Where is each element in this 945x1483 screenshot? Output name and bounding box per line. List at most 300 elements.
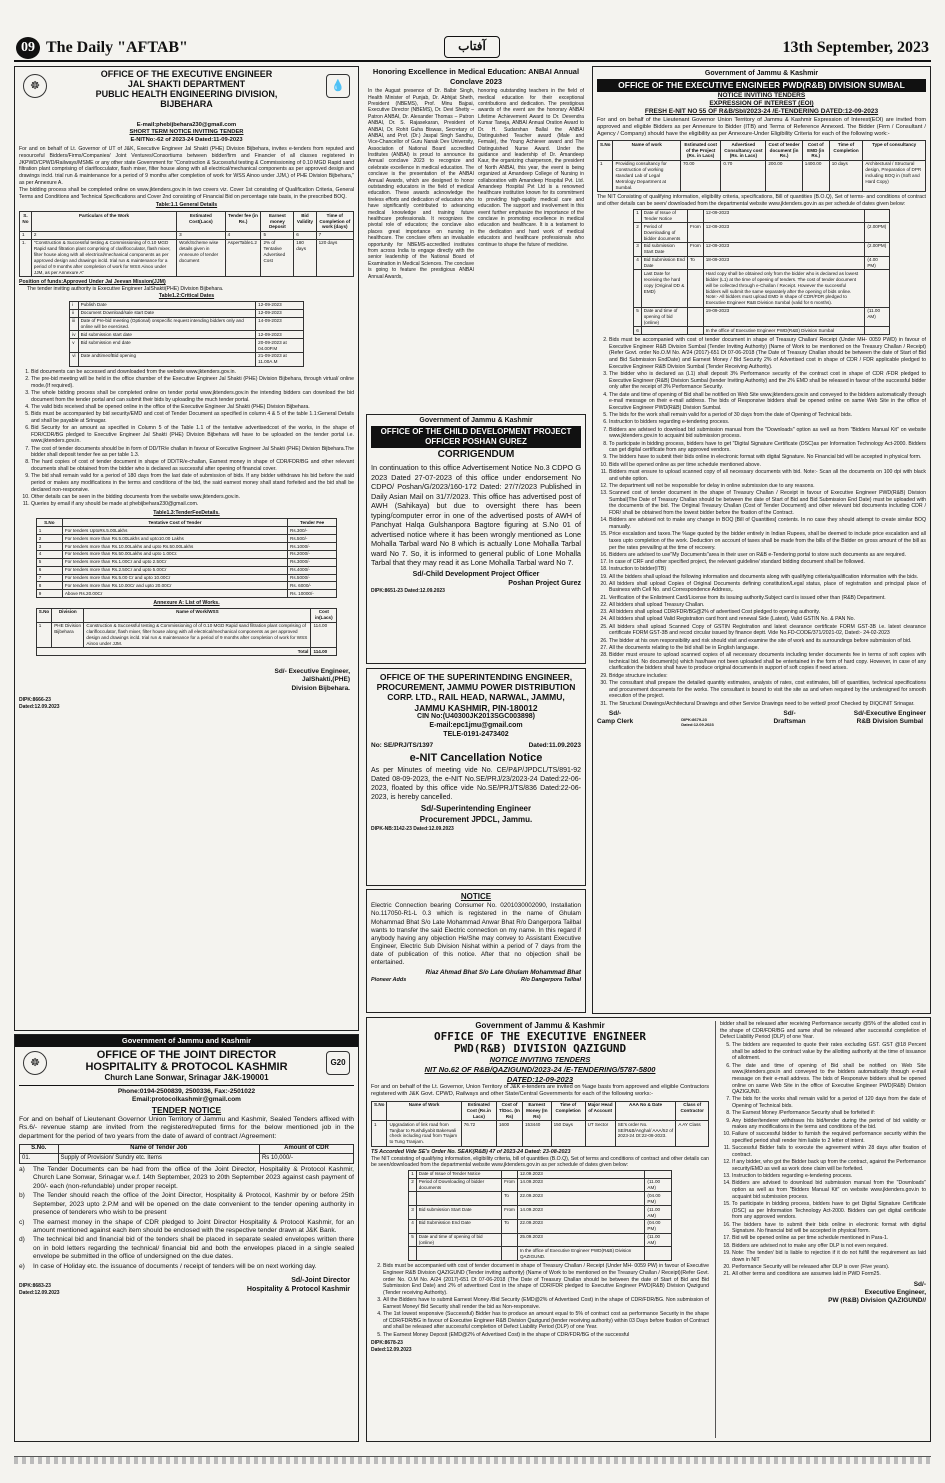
annex-total: 114.00: [311, 648, 337, 656]
qazi-right-point: 13. Instruction to bidders regarding e-tendering process.: [732, 1173, 926, 1180]
aftab-logo: آفتاب: [444, 36, 500, 58]
tender-fee-table: [36, 518, 338, 598]
jpdcl-title: e-NIT Cancellation Notice: [409, 751, 543, 764]
tender-fee-cell: 2: [36, 535, 62, 543]
hosp-th-cdr: Amount of CDR: [259, 1144, 353, 1154]
sumbal-dates-cell: 2: [634, 223, 642, 243]
hospitality-notice: [14, 1034, 359, 1442]
sumbal-dates-row: [634, 256, 890, 270]
qazi-dates-cell: To: [502, 1192, 518, 1206]
sumbal-dates-cell: Last Date for receiving the hard copy (Original DD & EMD): [641, 270, 687, 307]
jal-office: OFFICE OF THE EXECUTIVE ENGINEER: [100, 69, 273, 79]
notice-sig: Riaz Ahmad Bhat S/o Late Ghulam Mohammad Bhat: [425, 968, 581, 976]
sumbal-gov: Government of Jammu & Kashmir: [704, 70, 819, 77]
sumbal-dates-cell: 19-09-2023: [703, 307, 865, 327]
qazi-p1: The NIT consisting of qualifying information, eligibility criteria, bill of quantities (B.O.Q), Set of terms and conditions of contract and other details can be seen/downloaded from the departmental website www.jktenders.gov.in as per schedule of dates given below:: [371, 1155, 709, 1169]
jpdcl-no: No: SE/PRJ/TS/1397: [371, 741, 434, 749]
sumbal-clause: 25. All bidders shall upload Scanned Copy of GSTIN Registration and latest clearance certificate FORM GST-3B i.e. latest clearance certificate FORM GST-3B and recod circular issued by finance deptt. Vide No.FD-CODE/371/2021-02, Dated:- 24-02-2023: [609, 624, 926, 637]
sumbal-clause: 9. The bidders have to submit their bids online in electronic format with digital Signature. No Financial bid will be accepted in physical form.: [609, 454, 926, 461]
qazi-header: Estimated Cost (Rs.in Lacs): [461, 1101, 496, 1121]
electric-notice: [366, 889, 586, 1013]
sumbal-work-table: [597, 140, 926, 192]
critical-dates-row: [70, 331, 304, 339]
critical-dates-cell: v: [70, 339, 78, 353]
sumbal-sig-mid: Sd/-: [783, 710, 796, 718]
tender-fee-row: [36, 558, 337, 566]
tender-fee-row: [36, 574, 337, 582]
tender-fee-row: [36, 535, 337, 543]
jal-sig-2: JalShakti,(PHE): [301, 676, 350, 684]
jal-clause: 9. The bid shall remain valid for a period of 180 days from the last date of submission of bids. If any bidder withdraws his bid before the said period or makes any modifications in the terms and conditions of the bid, the said earnest money shall stand forfeited and the bid shall be declared non-responsive.: [31, 473, 354, 493]
critical-dates-cell: ii: [70, 309, 78, 317]
general-details-header: Estimated Cost(Lacs): [177, 212, 226, 232]
qazi-right-point: 12. If any bidder, who got the Bidder back up from the contract, against the Performance security/EMD as well as work done claim will be forfeited.: [732, 1159, 926, 1172]
sumbal-dates-cell: 6: [634, 327, 642, 335]
tender-fee-header: S.No: [36, 519, 62, 527]
notice-body: Electric Connection bearing Consumer No. 0201030002090, Installation No.117050-R1-L 0.3 which is registered in the name of Ghulam Mohammad Bhat S/o Late Mohammad Anwar Bhat R/o Dangerpora Tailbal wants to transfer the said Electric connection on my name. In this regard if anybody having any objection He/She may convey to Assistant Executive Engineer, Electric Sub Division Nishat within a period of 7 days from the date of publication of this notice. After that no objection shall be entertained.: [371, 902, 581, 967]
sumbal-dates-cell: [865, 209, 889, 223]
qazi-dates-cell: [409, 1247, 417, 1261]
hosp-title: TENDER NOTICE: [151, 1104, 222, 1115]
jal-sig-3: Division Bijbehara.: [291, 684, 350, 692]
qazi-sig-1: Sd/-: [913, 1280, 926, 1288]
qazi-dates-cell: From: [502, 1178, 518, 1192]
qazi-dates-cell: From: [502, 1206, 518, 1220]
hosp-address: Church Lane Sonwar, Srinagar J&K-190001: [104, 1072, 269, 1082]
critical-dates-cell: Bid submission start date: [78, 331, 256, 339]
sumbal-sub2: EXPRESSION OF INTEREST (EOI): [709, 100, 814, 108]
qazi-clause: 3. All the Bidders have to submit Earnest Money /Bid Security (EMD@2% of Advertised Cost) in the shape of CDR/FDR/BG. Non submission of Earnest Money/ Bid Security shall render the bid as Non-responsive.: [383, 1297, 709, 1310]
critical-dates-row: [70, 352, 304, 366]
qazi-dates-cell: (04.00 PM): [645, 1219, 671, 1233]
jal-division: PUBLIC HEALTH ENGINEERING DIVISION,: [95, 88, 278, 99]
sumbal-clause: 17. In case of CRF and other specified project, the relevant guideline/ standard bidding document shall be followed.: [609, 559, 926, 566]
sumbal-header: Name of work: [613, 141, 680, 161]
annex-header: Name of Work/WSS: [84, 608, 311, 622]
critical-dates-table: [69, 301, 304, 367]
sumbal-clause: 30. The consultant shall prepare the detailed quantity estimates, analysis of rates, cost estimates, bill of quantities, technical specifications and procurement documents for the works. The consultant is bound to visit the site as and when required by the undersigned for smooth execution of the project.: [609, 680, 926, 700]
qazi-right-point: 5. The bidders are requested to quote their rates excluding GST. GST @18 Percent shall be added to the contract value by the allotting authority at the time of issuance of allotment.: [732, 1042, 926, 1062]
hosp-point-letter: e): [19, 1262, 25, 1270]
qazi-clause: 2. Bids must be accompanied with cost of tender document in shape of Treasury Challan / Receipt (Under MH- 0059 PW) in favour of Executive Engineer R&B Division QAZIGUND (Tender inviting authority) (Name of Work to be mentioned on the Treasury Challan / Receipt)(Refer Govt. order No. O.M No. A/24 (2017)-651 Dt 07-06-2018 (The Date of Treasury Challan should be between the date of Start of Bid and Bid Submission End Date) and 2% of advertised Cost in the shape of CDR/FDR pledged to Executive Engineer PWD(R&B) Division Qazigund (Tender receiving Authority).: [383, 1263, 709, 1296]
general-details-table: [19, 211, 354, 277]
qazi-dates-cell: 1: [409, 1170, 417, 1178]
jal-place: BIJBEHARA: [160, 98, 213, 109]
sumbal-clause: 3. The bidder who is declared as (L1) shall deposit 3% Performance security of the contract cost in shape of CDR /FDR pledged to Executive Engineer (R&B) Division Sumbal (tender Inviting Authority) and the 2% EMD shall be released in favour of the successful bidder only after the receipt of 3% Performance Security.: [609, 371, 926, 391]
qazi-header: Class of Contractor: [676, 1101, 709, 1121]
sumbal-clause: 15. Price escalation and taxes.The %age quoted by the bidder entirely in Indian Rupees, shall be deemed to include price escalation and all taxes upto completion of the work. Deduction on account of taxes shall be made from the bills of the Bidder on gross amount of the bill as per the rates prevailing at the time of recovery.: [609, 531, 926, 551]
qazi-dates-row: [409, 1247, 672, 1261]
qazi-clause: 4. The 1st lowest responsive (Successful) Bidder has to produce an amount equal to 5% of contract cost as performance Security in the shape of CDR/FDR/BG in favour of Executive Engineer R&B Division Qazigund (tender receiving authority) within 03 Days before fixation of Contract and shall be released after successful completion of Defect Liability Period (DLP) of one Year.: [383, 1311, 709, 1331]
qazi-dates-cell: 2: [409, 1178, 417, 1192]
sumbal-p1: The NIT Consisting of qualifying information, eligibility criteria, specifications, Bill of quantities (B.O.Q), Set of terms- and conditions of contract and other details can be seen/ downloaded from the departmental website www.jktenders.gov.in as per schedule of dates given below:: [597, 194, 926, 207]
hosp-phone: Phone:0194-2500839, 2500336, Fax:-2501022: [117, 1088, 256, 1096]
tender-fee-header: Tender Fee: [288, 519, 337, 527]
qazi-dates-cell: [502, 1170, 518, 1178]
hosp-point-letter: d): [19, 1236, 25, 1244]
general-details-header: S. No: [20, 212, 32, 232]
annex-cell: Construction & Successful testing & Commissioning of of 0.10 MGD Rapid sand filtration plant comprising of clariflocculator, flash mixer, filter house along with all electrical/mechanical components as per approved design and drawings incld. trial run & maintenance for a period of 9 months after completion of work for WSS Ainoo under JJM.: [84, 622, 311, 648]
hosp-sig-2: Hospitality & Protocol Kashmir: [246, 1286, 350, 1294]
hosp-point: [19, 1263, 354, 1271]
qazi-dates-cell: Date and time of opening of bid (online): [416, 1233, 501, 1247]
critical-dates-cell: Publish Date: [78, 301, 256, 309]
qazi-work-table: [371, 1101, 709, 1147]
qazi-right-point: 20. Performance Security will be released after DLP is over (Five years).: [732, 1264, 926, 1271]
jal-body2: The bidding process shall be completed online on www.jktenders.gov.in in two covers viz. Cover 1st consisting of Qualification Criteria, General Terms and Conditions and Technical Specifications and Cover 2nd consisting of Financial Bid on percentage rate basis, in the prescribed BOQ.: [19, 187, 354, 200]
qazi-dates-cell: 22.09.2023: [517, 1219, 645, 1233]
jal-clause: 4. The valid bids received shall be opened online in the office of the Executive Engineer Jal Shakti (PHE) Division Bijbehara.: [31, 404, 354, 411]
sumbal-clause: 31. The Structural Drawings/Architectural Drawings and other Service Drawings need to be vetted/ proof Checked by DIQC/NIT Srinagar.: [609, 701, 926, 708]
sumbal-header: Cost of EMD (in Rs.): [802, 141, 829, 161]
critical-dates-row: [70, 339, 304, 353]
anbai-right: honoring outstanding teachers in the field of medical education for their exceptional contributions and dedication. The prestigious awards of the event are the honorary ANBAI Lifetime Achievement Award to Dr. Devendra Kumar Taneja, ANBAI Annual Oration Award to Dr. H. Sudarshan Ballal the ANBAI Distinguished Teacher award (Male and Female), the Young Achiever award and The Distinguished Nurse Award. Under the guidance and leadership of Dr. Amandeep Kaur, the organizing chairperson, the president of North ANBAI, this year, the event is being organized at Amandeep College of Nursing in collaboration with Amandeep Hospital Pvt. Ltd. Amandeep Hospital Pvt Ltd is a renowned healthcare institution known for its commitment to providing high-quality medical care and education. The support and involvement in this event further emphasize the importance of the conclave in promoting excellence in medical education and healthcare. It is a testament to the dedication and hard work of medical educators and healthcare professionals who continue to shape the future of medicine.: [478, 88, 584, 248]
tender-fee-cell: For tenders more than Rs.5.00Lakhs and upto10.00 Lakhs: [62, 535, 287, 543]
critical-dates-cell: i: [70, 301, 78, 309]
general-details-cell: 1.: [20, 239, 32, 276]
qazigund-notice: [366, 1017, 931, 1442]
qazi-dates-row: [409, 1233, 672, 1247]
annex-cell: 1: [36, 622, 51, 648]
jal-t13-title: Table1.3:TenderFeeDetails.: [153, 509, 220, 516]
annex-header: Cost in(Lacs): [311, 608, 337, 622]
tender-fee-cell: Rs.2000/-: [288, 550, 337, 558]
sumbal-header: Type of consultancy: [863, 141, 926, 161]
critical-dates-cell: Document Download/sale start Date: [78, 309, 256, 317]
tender-fee-row: [36, 590, 337, 598]
general-details-colno: 7: [316, 231, 353, 239]
qazi-dipk: DIPK:8678-23: [371, 1340, 403, 1347]
qazi-gov: Government of Jammu & Kashmir: [475, 1021, 605, 1030]
icdp-gov: Government of Jammu & Kashmir: [419, 417, 533, 424]
qazi-sig-2: Executive Engineer,: [864, 1289, 926, 1297]
critical-dates-cell: 20-09-2023 at 04.00P.M: [256, 339, 304, 353]
qazi-right-point: 6. The date and time of opening of Bid shall be notified on Web Site www.jktenders.gov.in and conveyed to the bidders automatically through e-mail message on their e-mail address. The bids of Responsive bidders shall be opened online on same Web Site in the office of Executive Engineer PWD(R&B) Division QAZIGUND.: [732, 1063, 926, 1096]
hosp-point: [19, 1166, 354, 1191]
sumbal-dates-cell: (4.00 PM): [865, 256, 889, 270]
hosp-point-text: The technical bid and financial bid of the tenders shall be placed in separate sealed envelopes written there on in bold letters regarding the technical/ financial bid and both the envelopes placed in a single sealed envelope be submitted in the office of undersigned on the due dates.: [33, 1236, 354, 1261]
tender-fee-cell: Rs.5000/-: [288, 574, 337, 582]
jal-clause: 10. Other details can be seen in the bidding documents from the website www.jktenders.gov.in.: [31, 494, 354, 501]
jal-funds: Position of funds:Approved Under Jal Jeevan Mission(JJM): [19, 278, 166, 285]
icdp-body: In continuation to this office Advertisement Notice No.3 CDPO G 2023 Dated 27-07-2023 of this office under endorsement No CDPO/ Poshan/G/2023/160-172 Dated: 27/7/2023 Published in Daily Asian Mail on 31/7/2023. This office has advertised post of AWH (Sahikaya) but due to oversight there has been typing/computer error in one of the advertised posts of AWH of Panchyat Halqa Gulshanpora Bagtore figuring at S.No 01 of advertised notice where it has been wrongly mentioned as Lone Mohalla Tarbal ward No 8 which is actually Lone Mohalla Tarbal ward No 7. So, it is informed to general public of Lone Mohalla Tarbal that they may read it as Lone Mohalla Tarbal ward No 7.: [371, 463, 581, 568]
critical-dates-cell: iii: [70, 317, 78, 331]
sumbal-sig-left: Sd/-: [608, 710, 622, 718]
qazi-dates-cell: (11.00 AM): [645, 1206, 671, 1220]
qazi-right-point: 9. Any bidder/tenderer withdraws his bid/tender during the period of bid validity or makes any modifications in the terms and conditions of the bid.: [732, 1118, 926, 1131]
sumbal-sig-right2: R&B Division Sumbal: [856, 718, 924, 726]
general-details-header: Bid Validity: [294, 212, 316, 232]
icdp-sig-2: Poshan Project Gurez: [508, 579, 581, 587]
jpdcl-cin: CIN No:(U40300JK2013SGC003898): [417, 712, 535, 720]
anbai-left: In the August presence of Dr. Balbir Singh, Health Minister of Punjab, Dr. Abhijat Sheth, President (NBEMS), Prof. Minu Bajpai, Executive Director (NBEMS), Dr. Devi Shetty – Patron ANBAI, Dr. Alexander Thomas – Patron ANBAI, Dr. S. Rajasekaran, President of ANBAI, Dr. Rohit Guha Biswas, Secretary of ANBAI, and Prof. (Dr.) Jaspal Singh Sandhu, Vice-Chancellor of Guru Nanak Dev University, Association of National Board accredited Institutes (ANBAI) is proud to announce its Annual conclave 2023 to recognize and celebrate excellence in medical education. The conclave is the presentation of the ANBAI Annual Awards, which are designed to honor outstanding educators in the field of medical education. These awards acknowledge the tireless efforts and dedication of educators who have significantly contributed to advancing medical knowledge and training future healthcare professionals. It recognizes the pivotal role of educators; the conclave also places great importance on nursing in healthcare. The conclave offers an invaluable opportunity for NBEMS-accredited institutes from across India to engage directly with the senior leadership of the National Board of Examination in Medical Sciences. The conclave is going to feature the prestigious ANBAI Annual Awards,: [368, 88, 474, 280]
jal-funds2: The tender inviting authority is Executive Engineer JalShakti(PHE) Division Bijbehara.: [27, 285, 224, 292]
sumbal-cell: Providing consultancy for Construction of working standard Lab of Legal Metrology Department at Sumbal.: [613, 160, 680, 191]
sumbal-clause: 20. All bidders shall upload Copies of Original Documents defining constitution/Legal status, place of registration and principal place of Business with Cell No. and Correspondence Address,.: [609, 581, 926, 594]
sumbal-clause: 4. The date and time of opening of Bid shall be notified on Web Site www.jktenders.gov.in and conveyed to the bidders automatically through e-mail message on their e-mail address. The bids of Responsive bidders shall be opened online on same Web Site in the office of Executive Engineer PWD(R&B) Division Sumbal.: [609, 392, 926, 412]
sumbal-clause: 18. Instruction to bidder(ITB): [609, 566, 926, 573]
sumbal-dates-cell: 12-09-2023: [703, 209, 865, 223]
qazi-right-point: 11. Successful Bidder fails to execute the agreement within 28 days after fixation of contract.: [732, 1145, 926, 1158]
tender-fee-cell: 5: [36, 558, 62, 566]
qazi-dates-cell: 4: [409, 1219, 417, 1233]
annexure-table: [36, 608, 338, 656]
hosp-email: Email:protocolkashmir@gmail.com: [132, 1096, 241, 1104]
qazi-ts: TS Accorded Vide SE's Order No. SEAK(R&B) 47 of 2023-24 Dated: 23-08-2023: [371, 1148, 571, 1155]
general-details-cell: Work/Scheme wise details given in Annexure of tender document: [177, 239, 226, 276]
sumbal-cell: 10 days: [829, 160, 863, 191]
jpdcl-tele: TELE-0191-2473402: [443, 730, 509, 738]
tender-fee-cell: 1: [36, 527, 62, 535]
tender-fee-cell: For tenders more than Rs.10.00Lakhs and upto Rs.50.00Lakhs: [62, 543, 287, 551]
qazi-right-point: 19. Note: The tender/ bid is liable to rejection if it do not fulfill the requirement as laid down in NIT: [732, 1250, 926, 1263]
hosp-point: [19, 1192, 354, 1217]
qazi-cell: UT Sector: [585, 1121, 615, 1147]
sumbal-dates-row: [634, 327, 890, 335]
jal-shakti-notice: [14, 66, 359, 1031]
notice-sig2: R/o Dangerpora Tailbal: [520, 976, 581, 983]
general-details-colno: 1: [20, 231, 32, 239]
qazi-header: AAA No & Date: [615, 1101, 676, 1121]
jal-email: E-mail:phebijbehara230@gmail.com: [136, 122, 237, 128]
hosp-dipk: DIPK:8683-23: [19, 1283, 51, 1290]
sumbal-cell: 1400.00: [802, 160, 829, 191]
sumbal-dates-cell: 4: [634, 256, 642, 270]
sumbal-header: Advertised Consultancy cost (Rs. in Lacs): [721, 141, 766, 161]
qazi-right-point: 17. Bid will be opened online as per time schedule mentioned in Para-1.: [732, 1235, 926, 1242]
sumbal-clause: 10. Bids will be opened online as per time schedule mentioned above.: [609, 462, 926, 469]
qazi-sig-3: PW (R&B) Division QAZIGUND//: [828, 1297, 926, 1305]
jal-clause: 3. The whole bidding process shall be completed online on tender portal www.jktenders.gov.in the intending bidders can download the bid document from the tender portal and can submit their bids by uploading the much tender portal.: [31, 390, 354, 403]
jal-dept: JAL SHAKTI DEPARTMENT: [127, 78, 246, 89]
sumbal-dates-cell: [688, 270, 704, 307]
sumbal-clause: 27. All the documents relating to the bid shall be in English language.: [609, 645, 926, 652]
jal-clause: 1. Bid documents can be accessed and downloaded from the website www.jktenders.gov.in.: [31, 369, 354, 376]
hosp-office1: OFFICE OF THE JOINT DIRECTOR: [96, 1048, 277, 1061]
qazi-dipk-date: Dated:12.09.2023: [371, 1346, 412, 1353]
hosp-th-sno: S.No.: [20, 1144, 59, 1154]
qazi-dates-cell: [416, 1247, 501, 1261]
tender-fee-cell: For tenders more than Rs.50.00Lakhs and upto 1.00Cr.: [62, 550, 287, 558]
qazi-right-point: 15. To participate in bidding process, bidders have to get Digital Signature Certificate (DSC) as per Information Technology Act-2000. Bidders can get digital certificate from any approved vendors.: [732, 1201, 926, 1221]
sumbal-notice: [592, 66, 931, 1014]
qazi-dates-cell: 25.09.2023: [517, 1233, 645, 1247]
jal-t12-title: Table1.2:Critical Dates: [158, 293, 215, 300]
qazi-dates-cell: Bid Submission End Date: [416, 1219, 501, 1233]
page-number: 09: [16, 37, 40, 59]
sumbal-cell: Architectural / Structural design, Preparation of DPR including BOQ in (Soft and Hard Copy): [863, 160, 926, 191]
jal-clause: 6. Bid Security for an amount as specified in Column 5 of the Table 1.1 of the tentative advertisedcost of the works, in the shape of FDR/CDR/BG pledged to Executive Engineer Jal Shakti (PHE) Division Bijbehara will have to be uploaded on the tender portal i.e. www.jktenders.gov.in.: [31, 425, 354, 445]
qazi-dates-cell: (11.00 AM): [645, 1178, 671, 1192]
jk-emblem-icon: ☸: [23, 74, 47, 98]
hosp-point: [19, 1219, 354, 1236]
qazi-right-points: [720, 1042, 926, 1278]
qazi-dates-cell: 14.09.2023: [517, 1206, 645, 1220]
sumbal-clause: 2. Bids must be accompanied with cost of tender document in shape of Treasury Challan/ Receipt (Under MH- 0059 PWD) in favour of Executive Engineer R&B Division Sumbal (Tender Inviting Authority) (Name of Work to be mentioned on the Treasury Challan / Receipt)(Refer Govt. order No.O.M No. A/24 (2017)-651 Dt 07-06-2018 (The Date of Treasury Challan should be between the date of Start of Bid and Bid Submission EndDate) and Earnest Money / Bid Security 2% of Advertised cost in shape of CDR / FDR applicable pledged to Executive Engineer R&B Division Sumbal (Tender Receiving Authority).: [609, 337, 926, 370]
sumbal-clause: 26. The bidder at his own responsibility and risk should visit and examine the site of work and its surroundings before submission of bid.: [609, 638, 926, 645]
annex-header: S.No: [36, 608, 51, 622]
qazi-clauses: [371, 1263, 709, 1338]
general-details-colno: 2: [31, 231, 176, 239]
qazi-dates-cell: Bid submission Start Date: [416, 1206, 501, 1220]
tender-fee-cell: Rs. 6000/-: [288, 582, 337, 590]
qazi-cell: Upgradation of link road from Tanjbar to Rushdiyabit Bakerwali check including road from Trajam to Tung Tranjam.: [387, 1121, 461, 1147]
qazi-dates-cell: [645, 1247, 671, 1261]
sumbal-clauses: [597, 337, 926, 707]
qazi-dates-cell: 5: [409, 1233, 417, 1247]
tender-fee-cell: For tenders more than Rs.2.50Cr and upto 5.00Cr: [62, 566, 287, 574]
tender-fee-cell: 7: [36, 574, 62, 582]
jal-body1: For and on behalf of Lt. Governor of UT of J&K, Executive Engineer Jal Shakti (PHE) Division Bijbehara, invites e-tenders from reputed and resourceful Bidders/Firms/Companies/ Joint Ventures/Consortiums between bidder/firm and Financier of all classes registered in JKPWD/CPWD/Railways/MSME or any other state Government for "Construction & Successful testing & Commissioning of 0.10 MGD Rapid sand filtration plant comprising of clariflocculator, flash mixer, filter house along with all electrical/mechanical components as per approved design and drawings incld. trial run & maintenance for a period of 9 months after completion of work for WSS Ainoo under JJM,) of PHE Division Bijbehara," as per Annexure A.: [19, 146, 354, 186]
qazi-right-intro: bidder shall be released after receiving Performance security @5% of the allotted cost in the shape of CDR/FDR/BG and same shall be released after successful completion of Defect Liability Period (DLP) of one Year.: [720, 1021, 926, 1041]
general-details-colno: 4: [225, 231, 261, 239]
qazi-dates-cell: In the office of Executive Engineer PWD(R&B) Division QAZIGUND.: [517, 1247, 645, 1261]
masthead: [14, 36, 931, 62]
qazi-cell: 153440: [523, 1121, 552, 1147]
hosp-point-text: The Tender Documents can be had from the office of the Joint Director, Hospitality & Protocol Kashmir, Church Lane Sonwar, Srinagar w.e.f. 14th September, 2023 to 20th September 2023 against cash payment of 200/- each (non-refundable) under proper receipt.: [33, 1165, 354, 1190]
jpdcl-email: E-mail:epc1jmu@gmail.com: [429, 721, 523, 729]
sumbal-office: OFFICE OF THE EXECUTIVE ENGINEER PWD(R&B) DIVISION SUMBAL: [597, 79, 926, 92]
general-details-header: Time of Completion of work (days): [316, 212, 353, 232]
sumbal-dates-cell: 3: [634, 242, 642, 256]
jpdcl-sig-1: Sd/-Superintending Engineer: [420, 804, 532, 814]
sumbal-dates-cell: In the office of Executive Engineer PWD(R&B) Division Sumbal: [703, 327, 865, 335]
notice-title: NOTICE: [460, 892, 492, 901]
tender-fee-cell: Above Rs.20.00Cr: [62, 590, 287, 598]
tender-fee-cell: For tenders UptoRs.5.00Lakhs: [62, 527, 287, 535]
qazi-right-point: 14. Bidders are advised to download bid submission manual from the "Downloads" option as well as from "Bidders Manual Kit" on website www.jktenders.gov.in to acquaint bid submission process.: [732, 1180, 926, 1200]
qazi-header: S.No: [372, 1101, 387, 1121]
sumbal-cell: 200.00: [766, 160, 802, 191]
qazi-cell: A AY Class: [676, 1121, 709, 1147]
tender-fee-cell: 3: [36, 543, 62, 551]
jpdcl-body: As per Minutes of meeting vide No. CE/P&P/JPDCL/TS/891-92 Dated 08-09-2023, the e-NIT No.SE/PRJ/23/2023-24 Dated:22-06-2023, floated by this office vide No.SE/PRJ/TS/836 Dated:22-06-2023, is hereby cancelled.: [371, 767, 581, 802]
sumbal-dates-cell: From: [688, 242, 704, 256]
paper-name: The Daily "AFTAB": [46, 39, 188, 56]
hosp-dipk-date: Dated:12.09.2023: [19, 1289, 60, 1296]
critical-dates-row: [70, 309, 304, 317]
general-details-header: Tender fee (in Rs.): [225, 212, 261, 232]
icdp-sig-1: Sd/-Child Development Project Officer: [412, 570, 540, 578]
general-details-colno: 6: [294, 231, 316, 239]
annex-cell: PHE Division Bijbehara: [52, 622, 84, 648]
tender-fee-cell: 4: [36, 550, 62, 558]
hosp-point-letter: a): [19, 1165, 25, 1173]
annex-cell: 114.00: [311, 622, 337, 648]
page-footer-rule: [14, 1456, 931, 1464]
qazi-body: For and on behalf of the Lt. Governor, Union Territory of J&K e-tenders are invited on %age basis from approved and eligible Contractors registered with J&K Govt. CPWD, Railways and other State/Central Governments for each of the following works:-: [371, 1084, 709, 1098]
jal-dipk: DIPK:8666-23: [19, 697, 51, 704]
annex-total-label: Total: [36, 648, 311, 656]
sumbal-header: Time of Completion: [829, 141, 863, 161]
sumbal-dates-cell: 5: [634, 307, 642, 327]
jpdcl-dated: Dated:11.09.2023: [528, 741, 581, 749]
sumbal-dates-row: [634, 307, 890, 327]
icdp-dipk: DIPK:8651-23 Dated:12.09.2023: [371, 588, 445, 595]
g20-logo-icon: G20: [326, 1051, 350, 1075]
sumbal-dates-cell: 12-09-2023: [703, 223, 865, 243]
sumbal-clause: 7. Bidders are advised to download bid submission manual from the "Downloads" option as well as from "Bidders Manual Kit" on website www.jktenders.gov.in to acquaint bid submission process.: [609, 427, 926, 440]
jpdcl-cancellation: [366, 668, 586, 886]
qazi-header: Cost of T/Doc. (In Rs): [496, 1101, 522, 1121]
sumbal-clause: 24. All bidders shall upload Valid Registration card front and renewal Side (Latest), Valid GSTIN No. & PAN No.: [609, 616, 926, 623]
qazi-dates-cell: [645, 1170, 671, 1178]
qazi-right-point: 8. The Earnest Money /Performance Security shall be forfeited if:: [732, 1110, 926, 1117]
sumbal-cell: 1: [598, 160, 613, 191]
sumbal-dates-cell: Date and time of opening of bid (online): [641, 307, 687, 327]
sumbal-clause: 22. All bidders shall upload Treasury Challan.: [609, 602, 926, 609]
sumbal-header: Cost of tender document (in Rs.): [766, 141, 802, 161]
general-details-header: Earnest money Deposit: [261, 212, 294, 232]
tender-fee-row: [36, 543, 337, 551]
sumbal-dates-cell: [688, 307, 704, 327]
hosp-point: [19, 1236, 354, 1261]
critical-dates-cell: Bid submission end date: [78, 339, 256, 353]
qazi-dates-cell: 22.09.2023: [517, 1192, 645, 1206]
critical-dates-cell: iv: [70, 331, 78, 339]
qazi-dates-cell: 12.09.2023: [517, 1170, 645, 1178]
jal-clause: 2. The pre-bid meeting will be held in the office chamber of the Executive Engineer Jal Shakti (PHE) Division Bijbehara, through virtual/ online mode.(If required).: [31, 376, 354, 389]
tender-fee-cell: Rs. 10000/-: [288, 590, 337, 598]
qazi-header: Time of Completion: [551, 1101, 585, 1121]
general-details-colno: 3: [177, 231, 226, 239]
tender-fee-row: [36, 582, 337, 590]
qazi-dates-table: [408, 1170, 672, 1261]
annex-header: Division: [52, 608, 84, 622]
sumbal-dates-row: [634, 242, 890, 256]
qazi-dates-cell: [502, 1247, 518, 1261]
sumbal-dates-cell: (2.00PM): [865, 242, 889, 256]
qazi-header: Name of Work: [387, 1101, 461, 1121]
sumbal-header: Estimated cost of the Project (Rs. in Lacs): [680, 141, 720, 161]
critical-dates-cell: vi: [70, 352, 78, 366]
sumbal-dates-cell: (2.00PM): [865, 223, 889, 243]
qazi-dates-cell: 3: [409, 1206, 417, 1220]
sumbal-clause: 16. Bidders are advised to use"My Documents"area in their user on R&B e-Tendering portal to store such documents as are required.: [609, 552, 926, 559]
sumbal-enit: FRESH E-NIT NO 55 OF R&B/Sbl/2023-24 /E-TENDERING DATED:12-09-2023: [644, 108, 879, 116]
general-details-cell: 120 days: [316, 239, 353, 276]
hosp-point-text: The earnest money in the shape of CDR pledged to Joint Director Hospitality & Protocol Kashmir, for an amount mentioned against each item should be enclosed with the respective tender drawn at J&K Bank.: [33, 1218, 354, 1234]
sumbal-dates-cell: [865, 270, 889, 307]
qazi-dates-cell: (04.00 PM): [645, 1192, 671, 1206]
qazi-sub2: NIT No.62 OF R&B/QAZIGUND/2023-24 /E-TENDERING/5787-5800: [424, 1065, 656, 1075]
tender-fee-cell: For tenders more than Rs.5.00 Cr and upto 10.00Cr: [62, 574, 287, 582]
qazi-cell: 1600: [496, 1121, 522, 1147]
qazi-dates-cell: [416, 1192, 501, 1206]
sumbal-dates-row: [634, 223, 890, 243]
sumbal-dates-cell: From: [688, 223, 704, 243]
sumbal-clause: 12. The department will not be responsible for delay in online submission due to any reasons.: [609, 483, 926, 490]
general-details-colno: 5: [261, 231, 294, 239]
jal-sig-1: Sd/- Executive Engineer,: [274, 667, 350, 675]
hosp-body: For and on behalf of Lieutenant Governor Union Territory of Jammu and Kashmir, Sealed Tenders affixed with Rs.6/- revenue stamp are invited from the registered/reputed firms for the below mentioned job in the department for the period of two years from the date of award of contract /Agreement:: [19, 1115, 354, 1140]
sumbal-clause: 21. Verification of the Enlistment Card/License from its issuing authority.Subject card is issued other than (R&B) Department.: [609, 595, 926, 602]
tender-fee-cell: For tenders more than Rs.1.00Cr and upto 2.50Cr: [62, 558, 287, 566]
sumbal-dates-cell: Hard copy shall be obtained only from the bidder who is declared as lowest bidder (L1) at the time of opening of tenders. The cost of tender document will be collected through e-Challan / Receipt. However the successful bidders will submit the same separately after the opening of bids online. Note:- All bidders must upload EMD in shape of CDR/FDR pledged to Executive Engineer R&B Division Sumbal (valid for 6 months).: [703, 270, 865, 307]
tender-fee-cell: For tenders more than Rs.10.00Cr and upto 20.00Cr: [62, 582, 287, 590]
sumbal-sig-mid2: Draftsman: [773, 718, 806, 726]
jal-clause: 8. The hard copies of cost of tender document in shape of DD/TR/e-challan, Earnest money in shape of CDR/FDR/BG and other relevant documents shall be obtained from the bidder who is declared as successful after opening of financial cover.: [31, 459, 354, 472]
sumbal-dates-cell: [688, 327, 704, 335]
qazi-dates-cell: [409, 1192, 417, 1206]
qazi-dates-row: [409, 1192, 672, 1206]
jal-clauses: [19, 369, 354, 508]
anbai-title: Honoring Excellence in Medical Education: ANBAI Annual Conclave 2023: [372, 67, 580, 86]
critical-dates-cell: 12-09-2023: [256, 331, 304, 339]
sumbal-clause: 5. The bids for the work shall remain valid for a period of 30 days from the date of Opening of Technical bids.: [609, 412, 926, 419]
qazi-dates-row: [409, 1206, 672, 1220]
qazi-sub1: NOTICE INVITING TENDERS: [489, 1055, 591, 1065]
